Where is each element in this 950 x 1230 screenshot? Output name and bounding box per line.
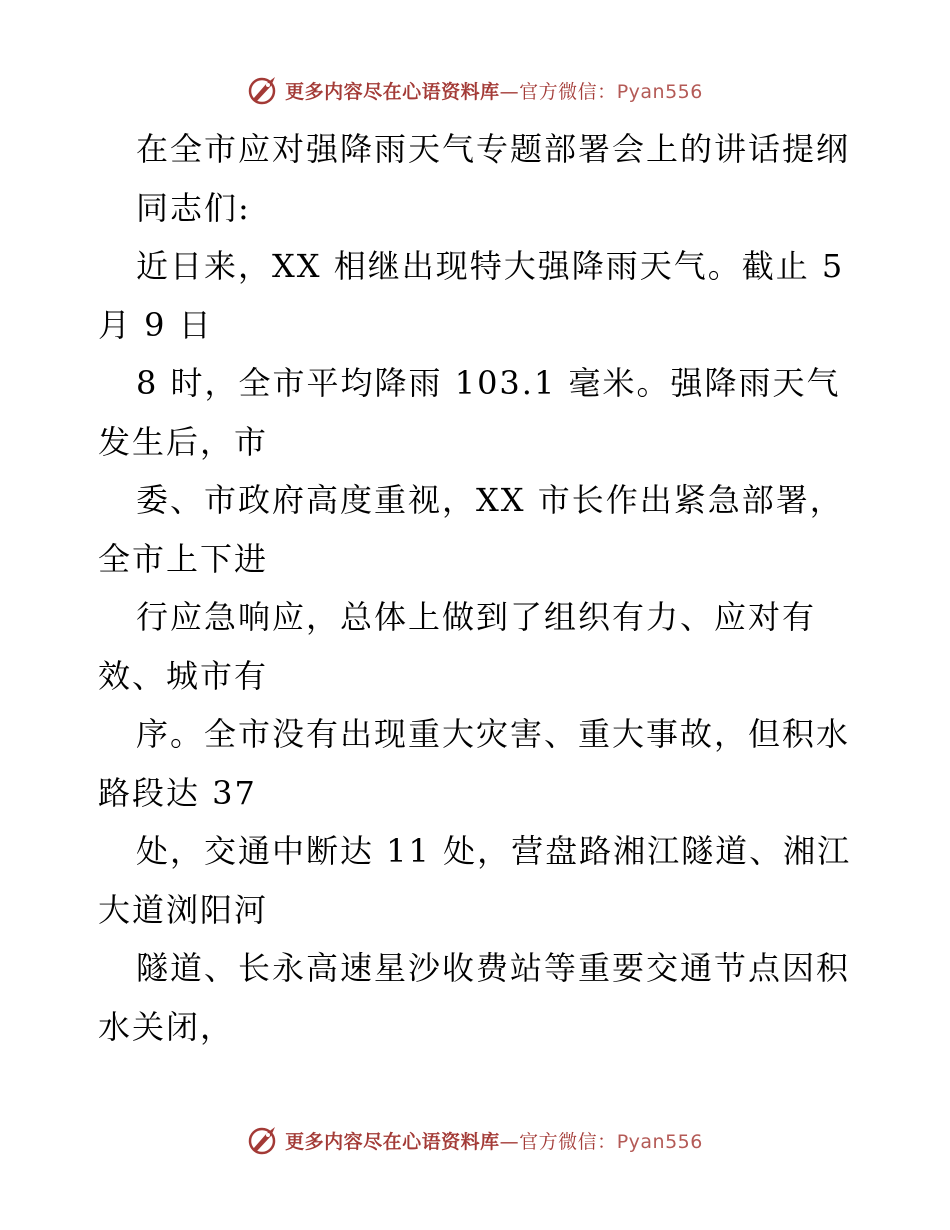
paragraph-line: 处，交通中断达 11 处，营盘路湘江隧道、湘江	[136, 832, 852, 870]
watermark-text: 更多内容尽在心语资料库—官方微信：Pyan556	[285, 1130, 703, 1153]
pen-nib-logo-icon	[247, 73, 281, 107]
footer-watermark	[0, 1120, 950, 1160]
doc-title: 在全市应对强降雨天气专题部署会上的讲话提纲	[136, 130, 851, 168]
header-watermark	[0, 70, 950, 110]
paragraph-line: 路段达 37	[98, 773, 257, 812]
paragraph-line: 序。全市没有出现重大灾害、重大事故，但积水	[136, 715, 851, 753]
paragraph-line: 发生后，市	[98, 422, 269, 461]
paragraph-line: 月 9 日	[98, 305, 213, 344]
paragraph-line: 8 时，全市平均降雨 103.1 毫米。强降雨天气	[136, 364, 841, 402]
paragraph-line: 全市上下进	[98, 539, 269, 578]
paragraph-line: 隧道、长永高速星沙收费站等重要交通节点因积	[136, 949, 851, 987]
paragraph-line: 委、市政府高度重视，XX 市长作出紧急部署，	[136, 481, 844, 519]
paragraph-line: 效、城市有	[98, 656, 269, 695]
pen-nib-logo-icon	[247, 1123, 281, 1157]
paragraph-line: 水关闭，	[98, 1007, 235, 1046]
salutation: 同志们:	[136, 188, 251, 227]
paragraph-line: 近日来，XX 相继出现特大强降雨天气。截止 5	[136, 247, 845, 285]
paragraph-line: 行应急响应，总体上做到了组织有力、应对有	[136, 598, 817, 636]
paragraph-line: 大道浏阳河	[98, 890, 269, 929]
watermark-text: 更多内容尽在心语资料库—官方微信：Pyan556	[285, 80, 703, 103]
document-body	[98, 120, 868, 1056]
